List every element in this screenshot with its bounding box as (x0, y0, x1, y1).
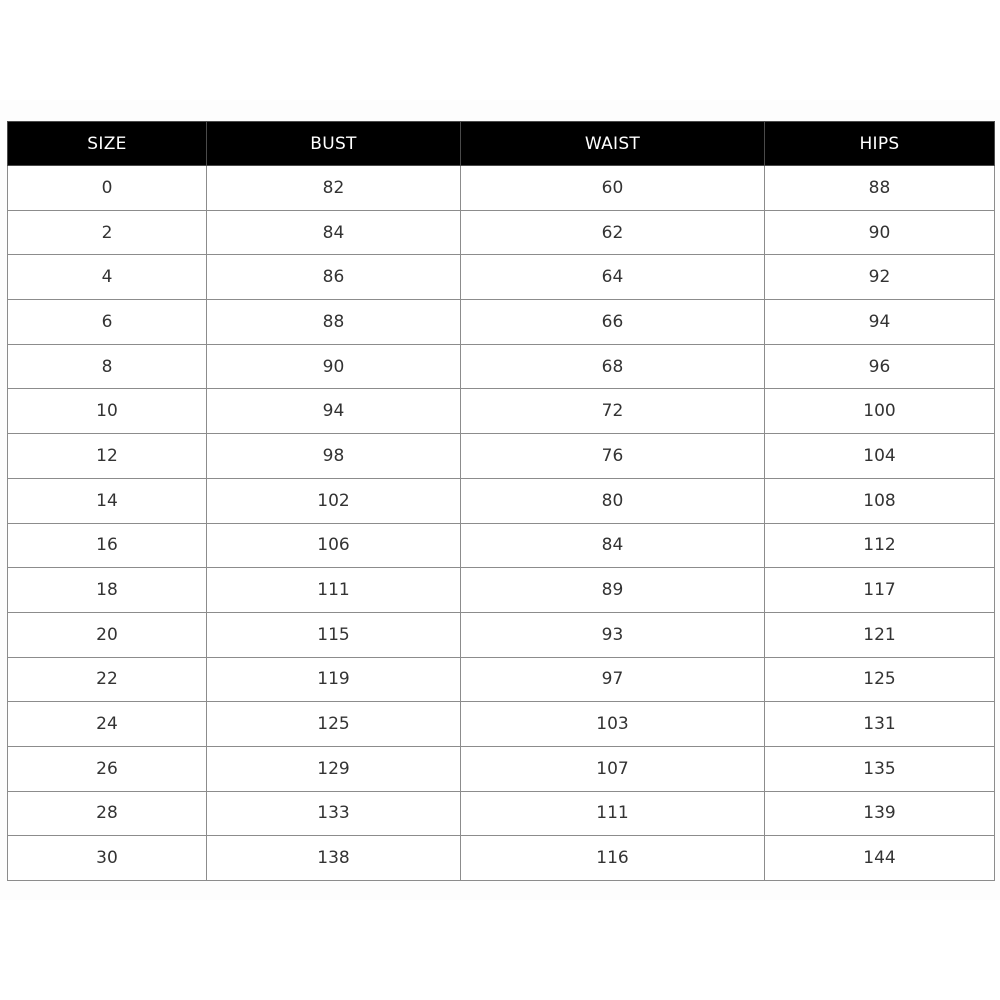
hips-cell: 117 (765, 568, 995, 613)
table-row (8, 434, 995, 479)
hips-cell: 131 (765, 702, 995, 747)
size-cell: 12 (8, 434, 207, 479)
waist-cell: 60 (461, 166, 765, 211)
waist-cell: 66 (461, 300, 765, 345)
bust-cell: 88 (207, 300, 461, 345)
waist-cell: 84 (461, 523, 765, 568)
bust-cell: 94 (207, 389, 461, 434)
table-row (8, 523, 995, 568)
waist-cell: 97 (461, 657, 765, 702)
table-row (8, 255, 995, 300)
size-cell: 28 (8, 791, 207, 836)
hips-cell: 121 (765, 612, 995, 657)
bust-cell: 84 (207, 210, 461, 255)
waist-cell: 76 (461, 434, 765, 479)
hips-cell: 139 (765, 791, 995, 836)
table-row (8, 836, 995, 881)
hips-cell: 144 (765, 836, 995, 881)
hips-cell: 108 (765, 478, 995, 523)
waist-cell: 103 (461, 702, 765, 747)
bust-cell: 115 (207, 612, 461, 657)
hips-cell: 90 (765, 210, 995, 255)
hips-cell: 112 (765, 523, 995, 568)
waist-cell: 80 (461, 478, 765, 523)
waist-cell: 107 (461, 746, 765, 791)
bust-cell: 98 (207, 434, 461, 479)
size-cell: 26 (8, 746, 207, 791)
waist-cell: 64 (461, 255, 765, 300)
size-cell: 0 (8, 166, 207, 211)
size-cell: 8 (8, 344, 207, 389)
header-bust: BUST (207, 122, 461, 166)
table-row (8, 210, 995, 255)
bust-cell: 106 (207, 523, 461, 568)
bust-cell: 90 (207, 344, 461, 389)
waist-cell: 116 (461, 836, 765, 881)
size-chart-table (7, 121, 995, 881)
size-cell: 20 (8, 612, 207, 657)
waist-cell: 68 (461, 344, 765, 389)
header-size: SIZE (8, 122, 207, 166)
table-row (8, 702, 995, 747)
header-waist: WAIST (461, 122, 765, 166)
size-cell: 18 (8, 568, 207, 613)
bust-cell: 119 (207, 657, 461, 702)
size-cell: 16 (8, 523, 207, 568)
size-cell: 10 (8, 389, 207, 434)
waist-cell: 72 (461, 389, 765, 434)
table-row (8, 166, 995, 211)
hips-cell: 92 (765, 255, 995, 300)
size-cell: 2 (8, 210, 207, 255)
table-row (8, 612, 995, 657)
table-row (8, 344, 995, 389)
table-row (8, 389, 995, 434)
bust-cell: 82 (207, 166, 461, 211)
table-row (8, 657, 995, 702)
bust-cell: 86 (207, 255, 461, 300)
table-row (8, 791, 995, 836)
hips-cell: 88 (765, 166, 995, 211)
bust-cell: 129 (207, 746, 461, 791)
header-row (8, 122, 995, 166)
table-body (8, 166, 995, 881)
bust-cell: 138 (207, 836, 461, 881)
hips-cell: 100 (765, 389, 995, 434)
bust-cell: 111 (207, 568, 461, 613)
size-cell: 14 (8, 478, 207, 523)
waist-cell: 111 (461, 791, 765, 836)
bust-cell: 125 (207, 702, 461, 747)
hips-cell: 104 (765, 434, 995, 479)
bust-cell: 133 (207, 791, 461, 836)
waist-cell: 89 (461, 568, 765, 613)
table-row (8, 568, 995, 613)
table-row (8, 478, 995, 523)
bust-cell: 102 (207, 478, 461, 523)
hips-cell: 94 (765, 300, 995, 345)
size-cell: 6 (8, 300, 207, 345)
table-header (8, 122, 995, 166)
hips-cell: 125 (765, 657, 995, 702)
header-hips: HIPS (765, 122, 995, 166)
hips-cell: 135 (765, 746, 995, 791)
size-cell: 4 (8, 255, 207, 300)
hips-cell: 96 (765, 344, 995, 389)
waist-cell: 62 (461, 210, 765, 255)
size-cell: 22 (8, 657, 207, 702)
size-cell: 24 (8, 702, 207, 747)
waist-cell: 93 (461, 612, 765, 657)
table-row (8, 746, 995, 791)
size-cell: 30 (8, 836, 207, 881)
table-row (8, 300, 995, 345)
